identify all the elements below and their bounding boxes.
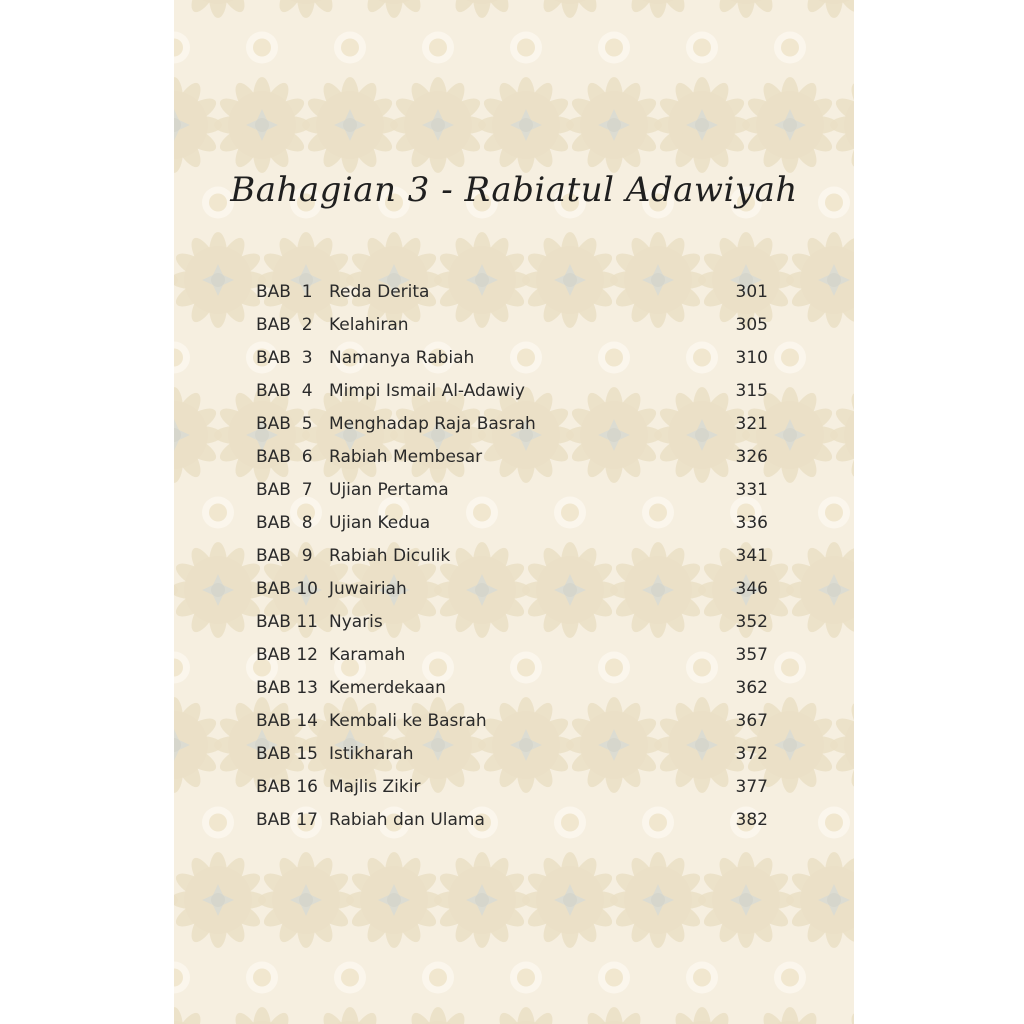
chapter-number: BAB 11 bbox=[256, 612, 318, 632]
chapter-title: Istikharah bbox=[329, 744, 414, 764]
chapter-number: BAB 13 bbox=[256, 678, 318, 698]
chapter-number: BAB 8 bbox=[256, 513, 313, 533]
toc-entry bbox=[256, 445, 768, 478]
page-number: 310 bbox=[735, 348, 768, 368]
chapter-title: Nyaris bbox=[329, 612, 383, 632]
page-number: 326 bbox=[735, 447, 768, 467]
chapter-number: BAB 3 bbox=[256, 348, 313, 368]
page-number: 331 bbox=[735, 480, 768, 500]
toc-entry bbox=[256, 346, 768, 379]
chapter-title: Mimpi Ismail Al-Adawiy bbox=[329, 381, 525, 401]
chapter-title: Kelahiran bbox=[329, 315, 409, 335]
page-number: 315 bbox=[735, 381, 768, 401]
toc-entry bbox=[256, 610, 768, 643]
page-number: 341 bbox=[735, 546, 768, 566]
toc-entry bbox=[256, 676, 768, 709]
section-title: Bahagian 3 - Rabiatul Adawiyah bbox=[230, 170, 798, 210]
toc-entry bbox=[256, 775, 768, 808]
toc-entry bbox=[256, 478, 768, 511]
toc-entry bbox=[256, 808, 768, 841]
chapter-title: Ujian Pertama bbox=[329, 480, 449, 500]
toc-entry bbox=[256, 313, 768, 346]
chapter-number: BAB 5 bbox=[256, 414, 313, 434]
toc-entry bbox=[256, 412, 768, 445]
chapter-number: BAB 10 bbox=[256, 579, 318, 599]
toc-entry bbox=[256, 511, 768, 544]
page-number: 321 bbox=[735, 414, 768, 434]
chapter-number: BAB 6 bbox=[256, 447, 313, 467]
chapter-title: Rabiah dan Ulama bbox=[329, 810, 485, 830]
chapter-number: BAB 4 bbox=[256, 381, 313, 401]
chapter-title: Kemerdekaan bbox=[329, 678, 446, 698]
chapter-number: BAB 15 bbox=[256, 744, 318, 764]
chapter-number: BAB 16 bbox=[256, 777, 318, 797]
chapter-title: Menghadap Raja Basrah bbox=[329, 414, 536, 434]
toc-entry bbox=[256, 280, 768, 313]
page-number: 357 bbox=[735, 645, 768, 665]
chapter-number: BAB 14 bbox=[256, 711, 318, 731]
page-number: 382 bbox=[735, 810, 768, 830]
page-number: 367 bbox=[735, 711, 768, 731]
page-number: 352 bbox=[735, 612, 768, 632]
chapter-number: BAB 7 bbox=[256, 480, 313, 500]
book-page bbox=[174, 0, 854, 1024]
chapter-title: Karamah bbox=[329, 645, 406, 665]
chapter-title: Kembali ke Basrah bbox=[329, 711, 487, 731]
chapter-number: BAB 1 bbox=[256, 282, 313, 302]
toc-entry bbox=[256, 709, 768, 742]
table-of-contents bbox=[256, 280, 768, 841]
page-number: 305 bbox=[735, 315, 768, 335]
toc-entry bbox=[256, 643, 768, 676]
chapter-title: Rabiah Diculik bbox=[329, 546, 451, 566]
chapter-number: BAB 2 bbox=[256, 315, 313, 335]
chapter-title: Namanya Rabiah bbox=[329, 348, 475, 368]
chapter-title: Juwairiah bbox=[329, 579, 407, 599]
chapter-title: Reda Derita bbox=[329, 282, 430, 302]
chapter-number: BAB 9 bbox=[256, 546, 313, 566]
page-number: 372 bbox=[735, 744, 768, 764]
chapter-number: BAB 17 bbox=[256, 810, 318, 830]
page-number: 377 bbox=[735, 777, 768, 797]
chapter-title: Rabiah Membesar bbox=[329, 447, 483, 467]
page-number: 362 bbox=[735, 678, 768, 698]
chapter-title: Majlis Zikir bbox=[329, 777, 421, 797]
page-number: 346 bbox=[735, 579, 768, 599]
page-number: 301 bbox=[735, 282, 768, 302]
page-number: 336 bbox=[735, 513, 768, 533]
toc-entry bbox=[256, 577, 768, 610]
toc-entry bbox=[256, 544, 768, 577]
toc-entry bbox=[256, 379, 768, 412]
toc-entry bbox=[256, 742, 768, 775]
chapter-number: BAB 12 bbox=[256, 645, 318, 665]
chapter-title: Ujian Kedua bbox=[329, 513, 431, 533]
